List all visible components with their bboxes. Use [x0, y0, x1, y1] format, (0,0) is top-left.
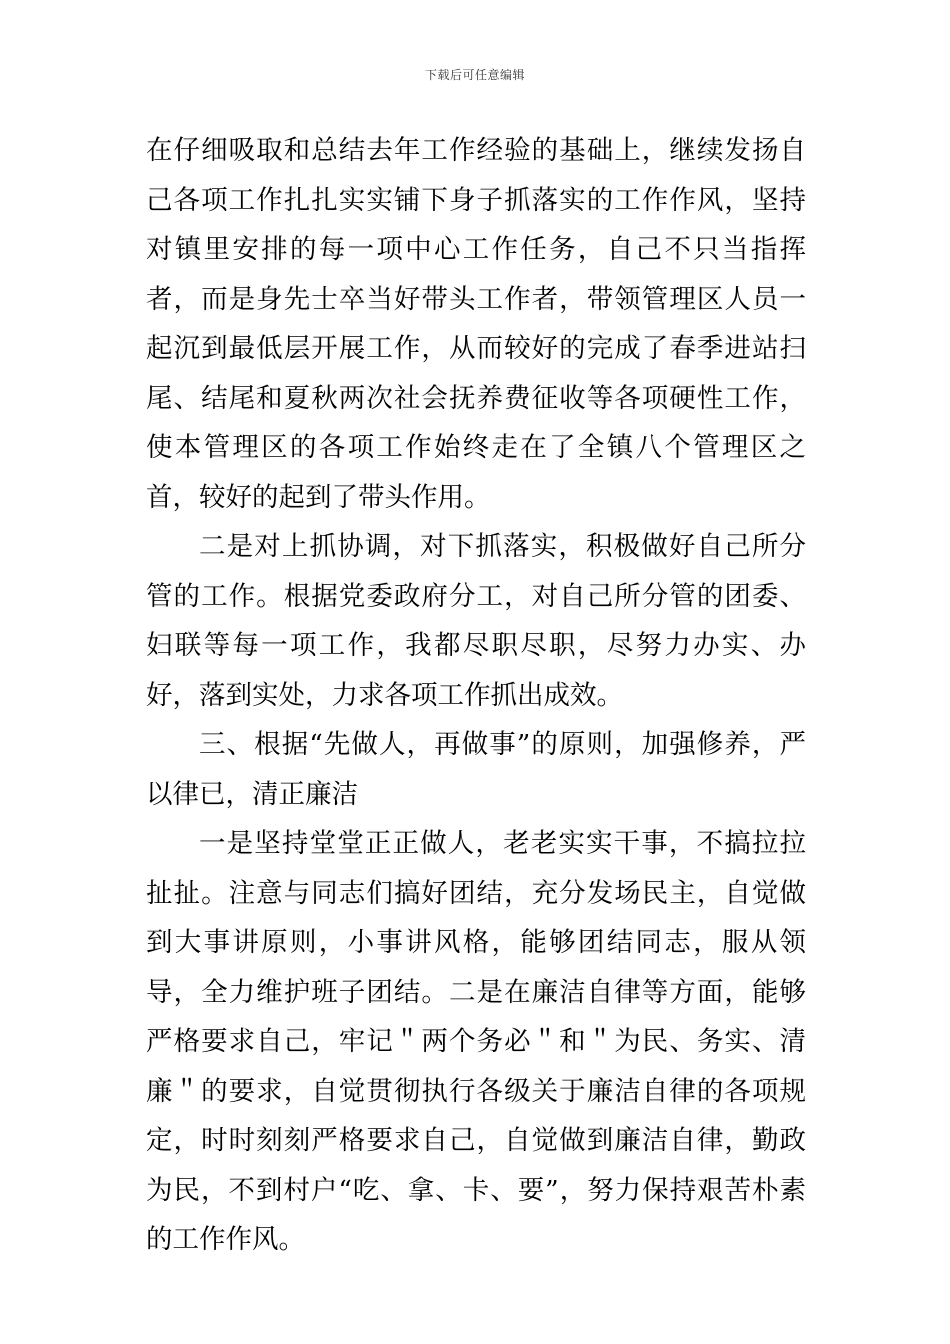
paragraph-1: 在仔细吸取和总结去年工作经验的基础上，继续发扬自己各项工作扎扎实实铺下身子抓落实的工作作风，坚持对镇里安排的每一项中心工作任务，自己不只当指挥者，而是身先士卒当好带头工作者，带领管理区人员一起沉到最低层开展工作，从而较好的完成了春季进站扫尾、结尾和夏秋两次社会抚养费征收等各项硬性工作，使本管理区的各项工作始终走在了全镇八个管理区之首，较好的起到了带头作用。	[146, 135, 806, 513]
paragraph-4: 一是坚持堂堂正正做人，老老实实干事，不搞拉拉扯扯。注意与同志们搞好团结，充分发场民主，自觉做到大事讲原则，小事讲风格，能够团结同志，服从领导，全力维护班子团结。二是在廉洁自律等方面，能够严格要求自己，牢记＂两个务必＂和＂为民、务实、清廉＂的要求，自觉贯彻执行各级关于廉洁自律的各项规定，时时刻刻严格要求自己，自觉做到廉洁自律，勤政为民，不到村户“吃、拿、卡、要”，努力保持艰苦朴素的工作作风。	[146, 828, 806, 1255]
paragraph-3-heading: 三、根据“先做人，再做事”的原则，加强修养，严以律已，清正廉洁	[146, 729, 806, 810]
header-note: 下载后可任意编辑	[424, 68, 525, 82]
document-body	[146, 126, 806, 1265]
paragraph-2: 二是对上抓协调，对下抓落实，积极做好自己所分管的工作。根据党委政府分工，对自己所分管的团委、妇联等每一项工作，我都尽职尽职，尽努力办实、办好，落到实处，力求各项工作抓出成效。	[146, 531, 806, 711]
